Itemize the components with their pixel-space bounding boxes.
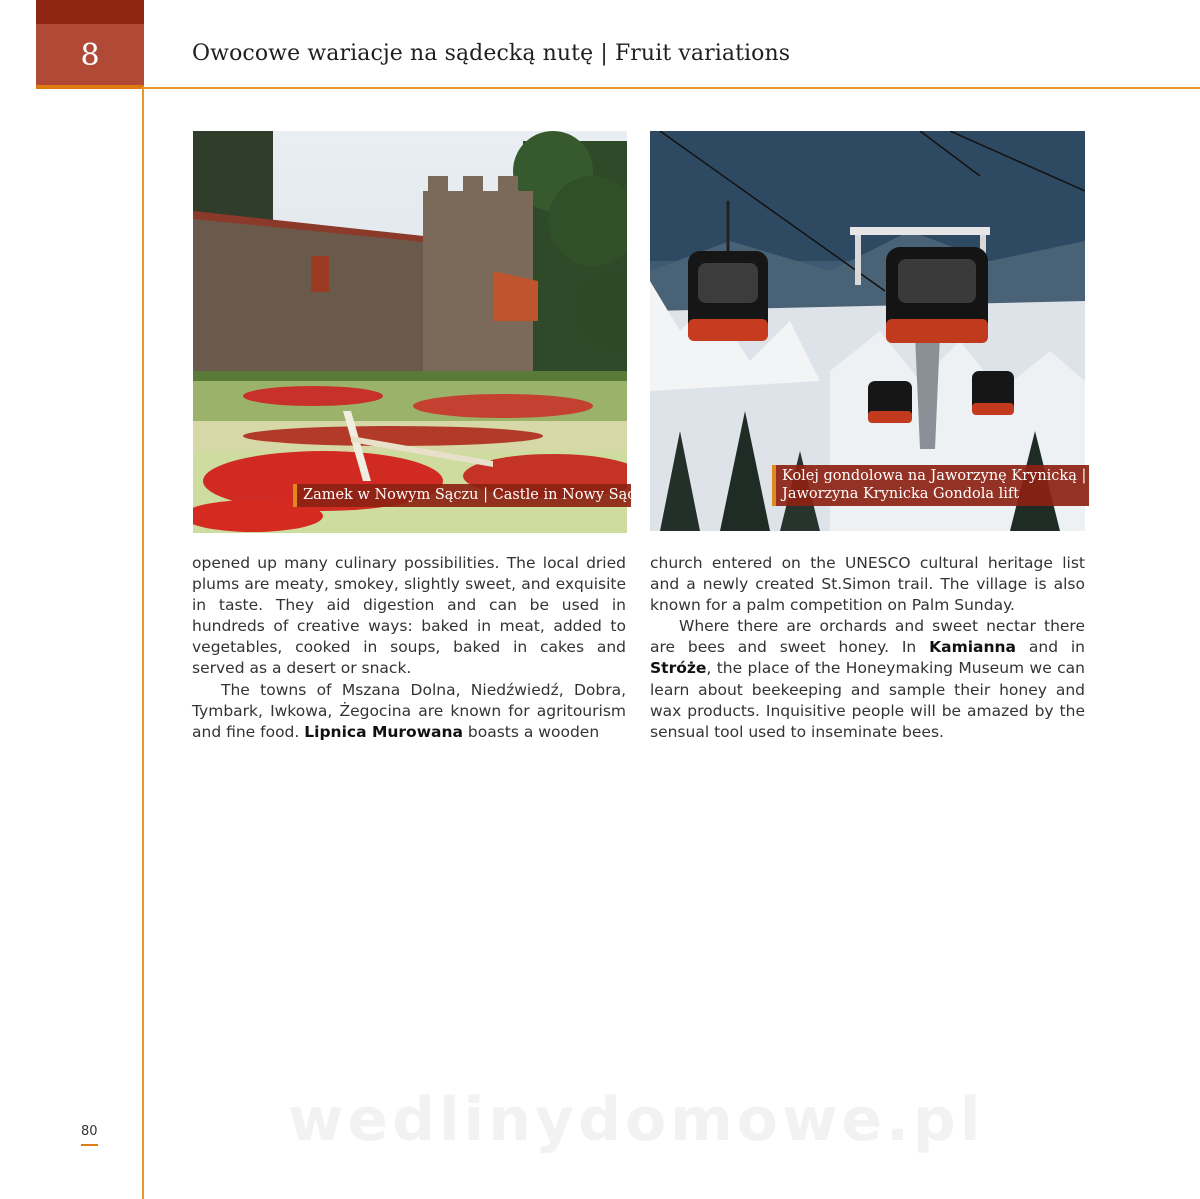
paragraph-text: The towns of Mszana Dolna, Niedźwiedź, Dobra, Tymbark, Iwkowa, Żegocina are known for agritourism and fine food. (192, 680, 626, 741)
paragraph-text: Where there are orchards and sweet nectar there are bees and sweet honey. In (650, 617, 1085, 657)
left-text-column (192, 553, 626, 743)
chapter-title: Owocowe wariacje na sądecką nutę | Fruit variations (192, 41, 791, 66)
castle-photo (193, 131, 627, 533)
chapter-tab-top (36, 0, 144, 24)
header-rule (144, 87, 1200, 89)
chapter-tab (36, 0, 144, 86)
place-name-bold: Kamianna (929, 638, 1017, 657)
chapter-number: 8 (36, 24, 144, 86)
paragraph-text: and in (1016, 638, 1085, 657)
gondola-caption-line-1: Kolej gondolowa na Jaworzynę Krynicką | (782, 468, 1087, 484)
paragraph: church entered on the UNESCO cultural heritage list and a newly created St.Simon trail. The village is also known for a palm competition on Palm Sunday. (650, 554, 1085, 615)
castle-photo-caption: Zamek w Nowym Sączu | Castle in Nowy Sącz (293, 484, 631, 507)
gondola-photo-caption (772, 465, 1089, 506)
place-name-bold: Lipnica Murowana (304, 722, 463, 741)
page-number-underline (81, 1144, 98, 1146)
paragraph: opened up many culinary possibilities. The local dried plums are meaty, smokey, slightly sweet, and exquisite in taste. They aid digestion and can be used in hundreds of creative ways: baked in meat, added to vegetables, cooked in soups, baked in cakes and served as a desert or snack. (192, 554, 626, 678)
watermark: wedlinydomowe.pl (288, 1085, 985, 1155)
place-name-bold: Stróże (650, 659, 707, 678)
paragraph (192, 680, 626, 743)
castle-photo-image (193, 131, 627, 533)
paragraph-text: boasts a wooden (462, 722, 600, 741)
left-margin-rule (142, 87, 144, 1199)
page-number: 80 (81, 1124, 98, 1139)
right-text-column (650, 553, 1085, 743)
gondola-caption-line-2: Jaworzyna Krynicka Gondola lift (782, 486, 1020, 502)
paragraph (650, 616, 1085, 743)
paragraph-text: , the place of the Honeymaking Museum we can learn about beekeeping and sample their honey and wax products. Inquisitive people will be amazed by the sensual tool used to inseminate bees. (650, 659, 1085, 741)
chapter-tab-underline (36, 85, 144, 89)
